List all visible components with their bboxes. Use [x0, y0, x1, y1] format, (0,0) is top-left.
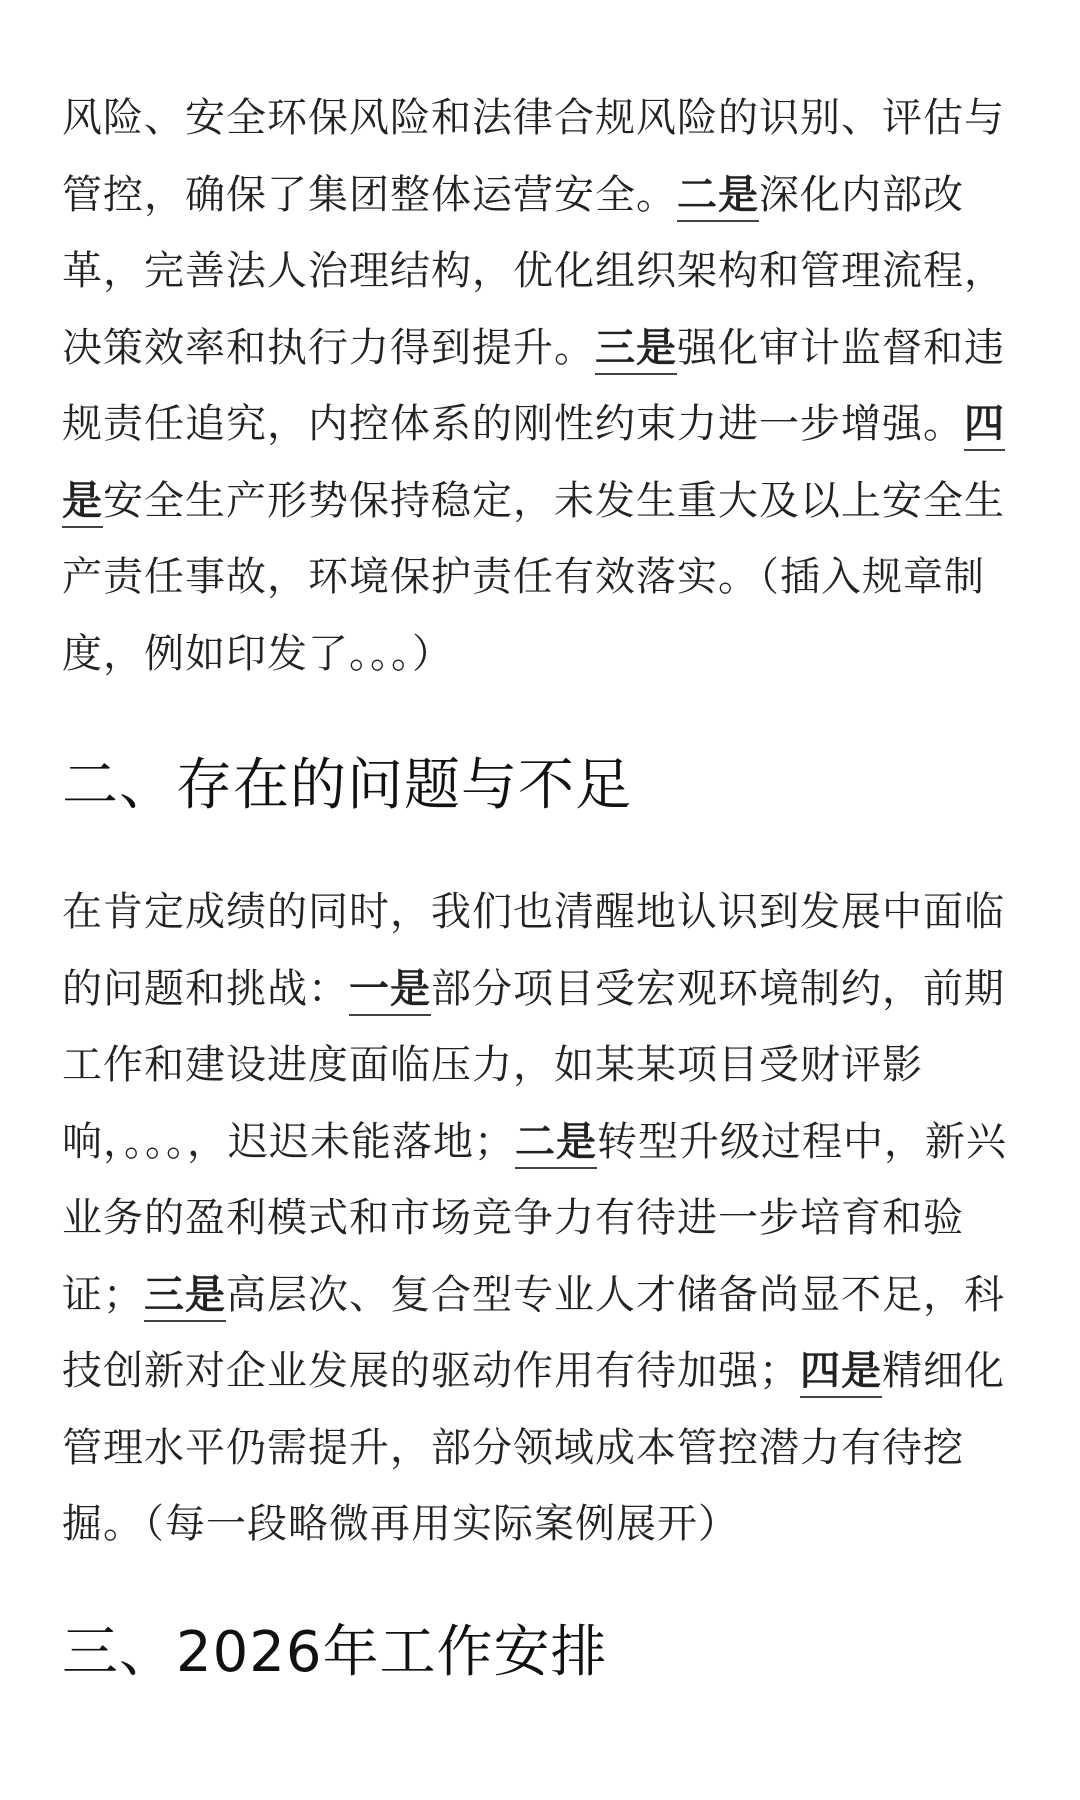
section1-item-4-label: 四是: [62, 401, 1005, 528]
section2-intro: 在肯定成绩的同时，我们也清醒地认识到发展中面临的问题和挑战：: [62, 889, 1005, 1012]
section3-heading: 三、2026年工作安排: [62, 1619, 608, 1685]
section2-heading: 二、存在的问题与不足: [62, 753, 632, 818]
section2-item-4-text: 精细化管理水平仍需提升，部分领域成本管控潜力有待挖掘。（每一段略微再用实际案例展开）: [62, 1348, 1005, 1547]
section1-paragraph: [62, 80, 1018, 692]
section1-item-3-label: 三是: [595, 325, 677, 375]
section2-item-2-label: 二是: [515, 1119, 597, 1169]
section2-item-1-text: 部分项目受宏观环境制约，前期工作和建设进度面临压力，如某某项目受财评影响，。。。，迟迟未能落地；: [62, 965, 1005, 1165]
section2-item-3-label: 三是: [144, 1272, 226, 1322]
section1-item-2-text: 深化内部改革，完善法人治理结构，优化组织架构和管理流程，决策效率和执行力得到提升。: [62, 171, 1005, 371]
section1-item-4-text: 安全生产形势保持稳定，未发生重大及以上安全生产责任事故，环境保护责任有效落实。: [62, 477, 1005, 600]
section1-item-2-label: 二是: [677, 172, 759, 222]
section1-item-3-text: 强化审计监督和违规责任追究，内控体系的刚性约束力进一步增强。: [62, 324, 1005, 447]
section1-note: （插入规章制度，例如印发了。。。）: [62, 554, 985, 677]
section1-intro: 风险、安全环保风险和法律合规风险的识别、评估与管控，确保了集团整体运营安全。: [62, 95, 1005, 218]
section2-item-3-text: 高层次、复合型专业人才储备尚显不足，科技创新对企业发展的驱动作用有待加强；: [62, 1271, 1005, 1394]
section2-item-1-label: 一是: [349, 966, 431, 1016]
section2-paragraph: [62, 874, 1018, 1563]
section2-item-2-text: 转型升级过程中，新兴业务的盈利模式和市场竞争力有待进一步培育和验证；: [62, 1118, 1007, 1318]
section2-item-4-label: 四是: [800, 1348, 882, 1398]
